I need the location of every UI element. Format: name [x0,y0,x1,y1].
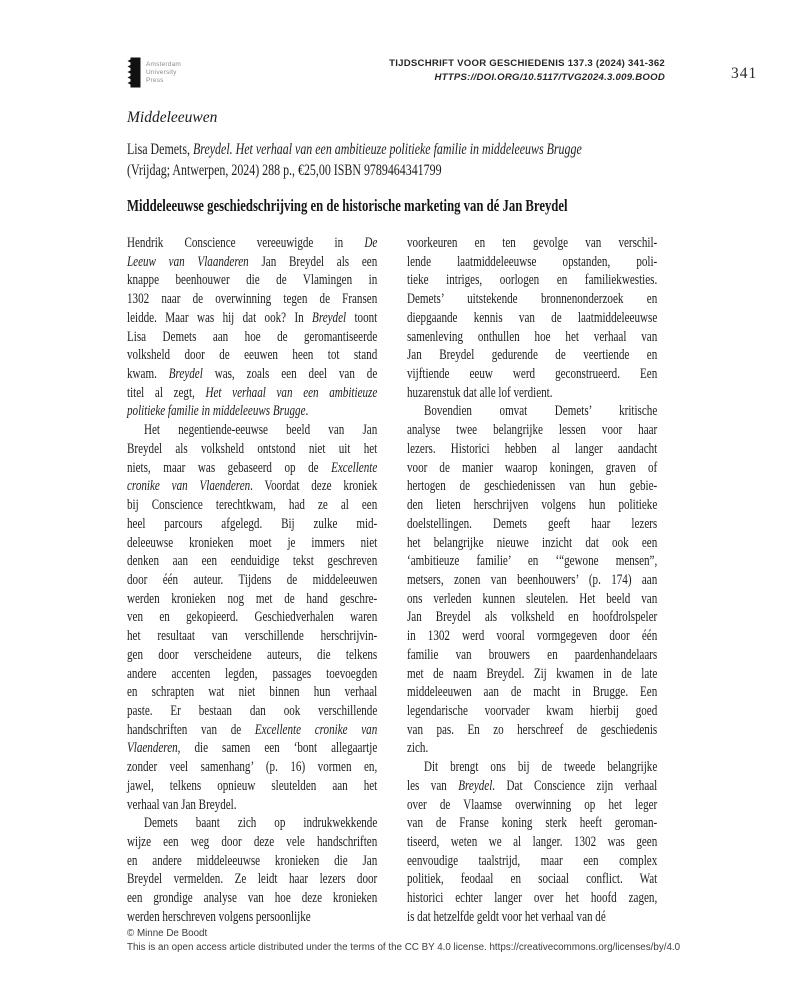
text-line: Demets’ uitstekende bronnenonderzoek en [407,291,658,308]
paragraph [127,814,377,926]
text-line: in 1302 werd vooral vormgegeven door één [407,628,658,645]
text-line: Demets baant zich op indrukwekkende [143,815,378,832]
publisher-logo [127,57,181,88]
text-line: bij Conscience terechtkwam, had ze al een [127,497,378,514]
review-title: Middeleeuwse geschiedschrijving en de historische marketing van dé Jan Breydel [127,196,568,215]
text-line: ons verleden kunnen sleutelen. Het beeld van [407,590,658,607]
text-line: 1302 naar de overwinning tegen de Fransen [127,291,378,308]
journal-title-line: TIJDSCHRIFT VOOR GESCHIEDENIS 137.3 (2024) 341-362 [389,58,665,69]
text-line: les van Breydel. Dat Conscience zijn verhaal [407,777,658,794]
journal-header [389,57,665,85]
text-line: Leeuw van Vlaanderen Jan Breydel als een [127,253,378,270]
text-line: handschriften van de Excellente cronike van [127,721,378,738]
text-line: lende laatmiddeleeuwse opstanden, poli- [407,253,658,270]
text-line: den lieten herschrijven volgens hun politieke [407,497,658,514]
text-line: niets, maar was gebaseerd op de Excellente [127,459,378,476]
text-line: denken aan een eenduidige tekst geschreven [127,553,378,570]
citation-line: Lisa Demets, Breydel. Het verhaal van een ambitieuze politieke familie in middeleeuws Brugge [127,141,582,158]
page-number: 341 [731,65,758,82]
text-line: analyse twee belangrijke lessen voor haar [407,422,658,439]
text-line: ven en gekopieerd. Geschiedverhalen waren [127,609,378,626]
text-line: Het negentiende-eeuwse beeld van Jan [143,422,378,439]
text-line: tiseerd, weten we al langer. 1302 was geen [407,834,658,850]
publisher-name-line: Amsterdam [146,61,182,68]
text-line: tieke intriges, oorlogen en familiekwesties. [407,272,658,289]
publisher-name-line: University [146,69,177,76]
text-line: samenleving onthullen hoe het verhaal van [407,328,658,345]
text-line: historici echter langer over het hoofd zagen, [407,890,658,907]
text-line: politiek, feodaal en sociaal conflict. Wat [407,871,658,888]
text-line: Bovendien omvat Demets’ kritische [423,403,658,420]
text-line: zonder veel samenhang’ (p. 16) vormen en, [127,759,378,776]
text-line: lezers. Historici hebben al langer aandacht [407,440,658,457]
text-line: Dit brengt ons bij de tweede belangrijke [423,759,658,776]
text-line: eenvoudige taalstrijd, maar een complex [407,852,658,869]
paragraph [127,234,377,421]
aup-logo-mark [127,57,141,88]
text-line: van pas. En zo herschreef de geschiedenis [407,721,658,738]
text-line: Lisa Demets aan hoe de geromantiseerde [127,328,378,345]
book-citation [127,140,658,181]
text-line: metsers, zonen van beenhouwers’ (p. 174) aan [407,571,658,588]
text-line: familie van brouwers en paardenhandelaars [407,646,658,663]
text-line: volksheld door de eeuwen heen tot stand [127,347,378,364]
text-line: hertogen de geschiedenissen van hun gebie- [407,478,658,495]
text-line: wijze een weg door deze vele handschriften [127,834,378,850]
text-line: Breydel vermelden. Ze leidt haar lezers door [127,871,378,888]
citation-line: (Vrijdag; Antwerpen, 2024) 288 p., €25,00 ISBN 9789464341799 [127,161,442,179]
paragraph [407,758,657,926]
text-line: vijftiende eeuw werd geconstrueerd. Een [407,366,658,383]
text-line: zich. [407,740,429,757]
text-line: titel al zegt, Het verhaal van een ambitieuze [127,384,378,401]
publisher-name-line: Press [146,77,164,84]
text-line: doelstellingen. Demets geeft haar lezers [407,515,658,532]
doi-line: HTTPS://DOI.ORG/10.5117/TVG2024.3.009.BOOD [434,72,665,83]
text-line: jawel, telkens opnieuw sleutelden aan het [127,777,378,794]
text-line: deleeuwse kronieken moet je immers niet [127,534,378,551]
text-line: diepgaande kennis van de laatmiddeleeuwse [407,309,658,326]
text-line: over de Vlaamse overwinning op het leger [407,796,658,813]
text-line: leidde. Maar was hij dat ook? In Breydel toont [127,309,378,326]
text-line: het resultaat van verschillende herschrijvin- [127,628,378,645]
text-line: heel parcours afgelegd. Bij zulke mid- [127,515,378,532]
paragraph [407,234,657,402]
text-line: werden herschreven volgens persoonlijke [127,908,311,925]
text-line: het belangrijke nieuwe inzicht dat ook een [407,534,658,551]
body-column-right [407,234,657,927]
text-line: ‘ambitieuze familie’ en ‘“gewone mensen”, [407,553,658,570]
page-footer [127,927,687,954]
text-line: legendarische voorvader kwam hierbij goed [407,702,658,719]
text-line: huzarenstuk dat alle lof verdient. [407,384,553,401]
text-line: is dat hetzelfde geldt voor het verhaal van dé [407,908,606,925]
text-line: door één auteur. Tijdens de middeleeuwen [127,571,378,588]
text-line: van de Franse koning sterk heeft geroman- [407,815,658,832]
text-line: en andere middeleeuwse kronieken die Jan [127,852,378,869]
text-line: verhaal van Jan Breydel. [127,796,237,813]
text-line: paste. Er bestaan dan ook verschillende [127,702,378,719]
text-line: kwam. Breydel was, zoals een deel van de [127,366,378,383]
publisher-name [146,57,181,88]
text-line: Jan Breydel gedurende de veertiende en [407,347,658,364]
text-line: knappe beenhouwer die de Vlamingen in [127,272,378,289]
copyright-line: © Minne De Boodt [127,928,208,939]
text-line: voor de manier waarop koningen, graven of [407,459,658,476]
text-line: politieke familie in middeleeuws Brugge. [127,403,309,420]
text-line: met de naam Breydel. Zij kwamen in de late [407,665,658,682]
text-line: middeleeuwen aan de macht in Brugge. Een [407,684,658,701]
text-line: cronike van Vlaenderen. Voordat deze kroniek [127,478,378,495]
text-line: werden kronieken nog met de hand geschre- [127,590,378,607]
section-label: Middeleeuwen [127,109,218,126]
text-line: een grondige analyse van hoe deze kronieken [127,890,378,907]
paragraph [127,421,377,814]
text-line: voorkeuren en ten gevolge van verschil- [407,235,658,251]
text-line: Vlaenderen, die samen een ‘bont allegaartje [127,740,378,757]
text-line: en schrapten wat niet binnen hun verhaal [127,684,378,701]
text-line: Jan Breydel als volksheld en hoofdrolspeler [407,609,658,626]
text-line: Breydel als volksheld ontstond niet uit het [127,440,378,457]
text-line: Hendrik Conscience vereeuwigde in De [127,235,378,251]
license-line: This is an open access article distributed under the terms of the CC BY 4.0 license. https://creativecommons.org/licenses/by/4.0 [127,941,681,953]
body-column-left [127,234,377,927]
paragraph [407,402,657,758]
text-line: andere accenten legden, passages toevoegden [127,665,378,682]
text-line: gen door verscheidene auteurs, die telkens [127,646,378,663]
